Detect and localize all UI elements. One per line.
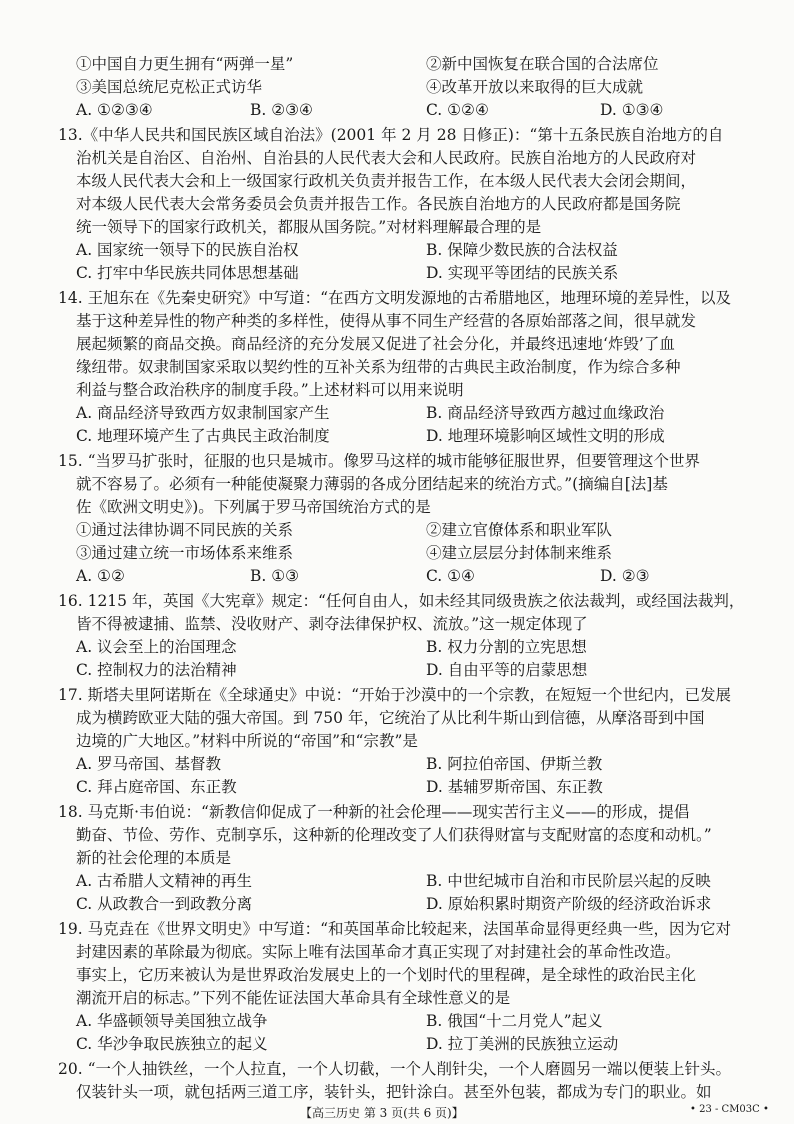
q17-option-a: A. 罗马帝国、基督教 xyxy=(76,755,222,773)
q15-line-1: 15. “当罗马扩张时，征服的也只是城市。像罗马这样的城市能够征服世界，但要管理这个世界 xyxy=(58,452,701,470)
q19-option-c: C. 华沙争取民族独立的起义 xyxy=(76,1035,268,1053)
q14-option-c: C. 地理环境产生了古典民主政治制度 xyxy=(76,427,330,445)
q15-line-2: 就不容易了。必须有一种能使凝聚力薄弱的各成分团结起来的统治方式。”(摘编自[法]基 xyxy=(76,475,668,493)
q15-line-3: 佐《欧洲文明史》)。下列属于罗马帝国统治方式的是 xyxy=(76,498,431,516)
q12-statement-3: ③美国总统尼克松正式访华 xyxy=(76,78,263,96)
q15-statement-2: ②建立官僚体系和职业军队 xyxy=(426,521,613,539)
q13-line-1: 13.《中华人民共和国民族区域自治法》(2001 年 2 月 28 日修正)：“第十五条民族自治地方的自 xyxy=(58,126,724,144)
q15-statement-3: ③通过建立统一市场体系来维系 xyxy=(76,544,294,562)
q16-option-d: D. 自由平等的启蒙思想 xyxy=(426,661,588,679)
q15-option-b: B. ①③ xyxy=(250,567,300,585)
q14-line-1: 14. 王旭东在《先秦史研究》中写道：“在西方文明发源地的古希腊地区，地理环境的差异性，以及 xyxy=(58,289,732,307)
q19-line-1: 19. 马克垚在《世界文明史》中写道：“和英国革命比较起来，法国革命显得更经典一些，因为它对 xyxy=(58,920,732,938)
q13-line-4: 对本级人民代表大会常务委员会负责并报告工作。各民族自治地方的人民政府都是国务院 xyxy=(76,195,681,213)
q20-line-1: 20. “一个人抽铁丝，一个人拉直，一个人切截，一个人削针尖，一个人磨圆另一端以便装上针头。 xyxy=(58,1060,732,1078)
q13-line-5: 统一领导下的国家行政机关，都服从国务院。”对材料理解最合理的是 xyxy=(76,218,542,236)
q13-option-c: C. 打牢中华民族共同体思想基础 xyxy=(76,264,299,282)
q12-option-d: D. ①③④ xyxy=(600,101,664,119)
q17-line-2: 成为横跨欧亚大陆的强大帝国。到 750 年，它统治了从比利牛斯山到信德，从摩洛哥到中国 xyxy=(76,709,705,727)
q12-statement-2: ②新中国恢复在联合国的合法席位 xyxy=(426,55,659,73)
q20-line-2: 仅装针头一项，就包括两三道工序，装针头，把针涂白。甚至外包装，都成为专门的职业。如 xyxy=(76,1083,712,1101)
q16-line-2: 皆不得被逮捕、监禁、没收财产、剥夺法律保护权、流放。”这一规定体现了 xyxy=(76,615,588,633)
q19-line-3: 事实上，它历来被认为是世界政治发展史上的一个划时代的里程碑，是全球性的政治民主化 xyxy=(76,966,697,984)
q18-line-3: 新的社会伦理的本质是 xyxy=(76,849,232,867)
q14-line-4: 缘纽带。奴隶制国家采取以契约性的互补关系为纽带的古典民主政治制度，作为综合多种 xyxy=(76,358,681,376)
q16-option-b: B. 权力分割的立宪思想 xyxy=(426,638,587,656)
q17-line-3: 边境的广大地区。”材料中所说的“帝国”和“宗教”是 xyxy=(76,732,418,750)
q14-option-b: B. 商品经济导致西方越过血缘政治 xyxy=(426,404,665,422)
q18-option-a: A. 古希腊人文精神的再生 xyxy=(76,872,253,890)
q16-option-c: C. 控制权力的法治精神 xyxy=(76,661,237,679)
q15-option-c: C. ①④ xyxy=(426,567,475,585)
q12-statement-1: ①中国自力更生拥有“两弹一星” xyxy=(76,55,294,73)
q13-line-2: 治机关是自治区、自治州、自治县的人民代表大会和人民政府。民族自治地方的人民政府对 xyxy=(76,149,697,167)
q18-option-d: D. 原始积累时期资产阶级的经济政治诉求 xyxy=(426,895,712,913)
q15-option-d: D. ②③ xyxy=(600,567,650,585)
q12-option-a: A. ①②③④ xyxy=(76,101,153,119)
q17-line-1: 17. 斯塔夫里阿诺斯在《全球通史》中说：“开始于沙漠中的一个宗教，在短短一个世纪内，已发展 xyxy=(58,686,732,704)
q15-statement-4: ④建立层层分封体制来维系 xyxy=(426,544,613,562)
q14-option-a: A. 商品经济导致西方奴隶制国家产生 xyxy=(76,404,330,422)
q17-option-b: B. 阿拉伯帝国、伊斯兰教 xyxy=(426,755,603,773)
q13-option-d: D. 实现平等团结的民族关系 xyxy=(426,264,619,282)
exam-code: • 23 - CM03C • xyxy=(690,1104,769,1115)
q15-statement-1: ①通过法律协调不同民族的关系 xyxy=(76,521,294,539)
q18-option-b: B. 中世纪城市自治和市民阶层兴起的反映 xyxy=(426,872,711,890)
q19-line-2: 封建因素的革除最为彻底。实际上唯有法国革命才真正实现了对封建社会的革命性改造。 xyxy=(76,943,681,961)
q18-line-1: 18. 马克斯·韦伯说：“新教信仰促成了一种新的社会伦理——现实苦行主义——的形成，提倡 xyxy=(58,803,690,821)
q19-line-4: 潮流开启的标志。”下列不能佐证法国大革命具有全球性意义的是 xyxy=(76,989,511,1007)
page-footer: 【高三历史 第 3 页(共 6 页)】 xyxy=(300,1106,464,1120)
q12-option-c: C. ①②④ xyxy=(426,101,489,119)
q14-option-d: D. 地理环境影响区域性文明的形成 xyxy=(426,427,665,445)
q15-option-a: A. ①② xyxy=(76,567,125,585)
q12-option-b: B. ②③④ xyxy=(250,101,313,119)
q12-statement-4: ④改革开放以来取得的巨大成就 xyxy=(426,78,644,96)
q14-line-3: 展起频繁的商品交换。商品经济的充分发展又促进了社会分化，并最终迅速地‘炸毁’了血 xyxy=(76,335,675,353)
q18-line-2: 勤奋、节俭、劳作、克制享乐，这种新的伦理改变了人们获得财富与支配财富的态度和动机。” xyxy=(76,826,712,844)
q13-line-3: 本级人民代表大会和上一级国家行政机关负责并报告工作，在本级人民代表大会闭会期间， xyxy=(76,172,697,190)
q16-line-1: 16. 1215 年，英国《大宪章》规定：“任何自由人，如未经其同级贵族之依法裁判，或经国法裁判， xyxy=(58,592,745,610)
q14-line-5: 利益与整合政治秩序的制度手段。”上述材料可以用来说明 xyxy=(76,381,464,399)
q19-option-b: B. 俄国“十二月党人”起义 xyxy=(426,1012,603,1030)
q19-option-a: A. 华盛顿领导美国独立战争 xyxy=(76,1012,268,1030)
q19-option-d: D. 拉丁美洲的民族独立运动 xyxy=(426,1035,619,1053)
q13-option-b: B. 保障少数民族的合法权益 xyxy=(426,241,618,259)
q18-option-c: C. 从政教合一到政教分离 xyxy=(76,895,253,913)
q17-option-d: D. 基辅罗斯帝国、东正教 xyxy=(426,778,603,796)
q16-option-a: A. 议会至上的治国理念 xyxy=(76,638,237,656)
q14-line-2: 基于这种差异性的物产种类的多样性，使得从事不同生产经营的各原始部落之间，很早就发 xyxy=(76,312,697,330)
q13-option-a: A. 国家统一领导下的民族自治权 xyxy=(76,241,299,259)
q17-option-c: C. 拜占庭帝国、东正教 xyxy=(76,778,237,796)
